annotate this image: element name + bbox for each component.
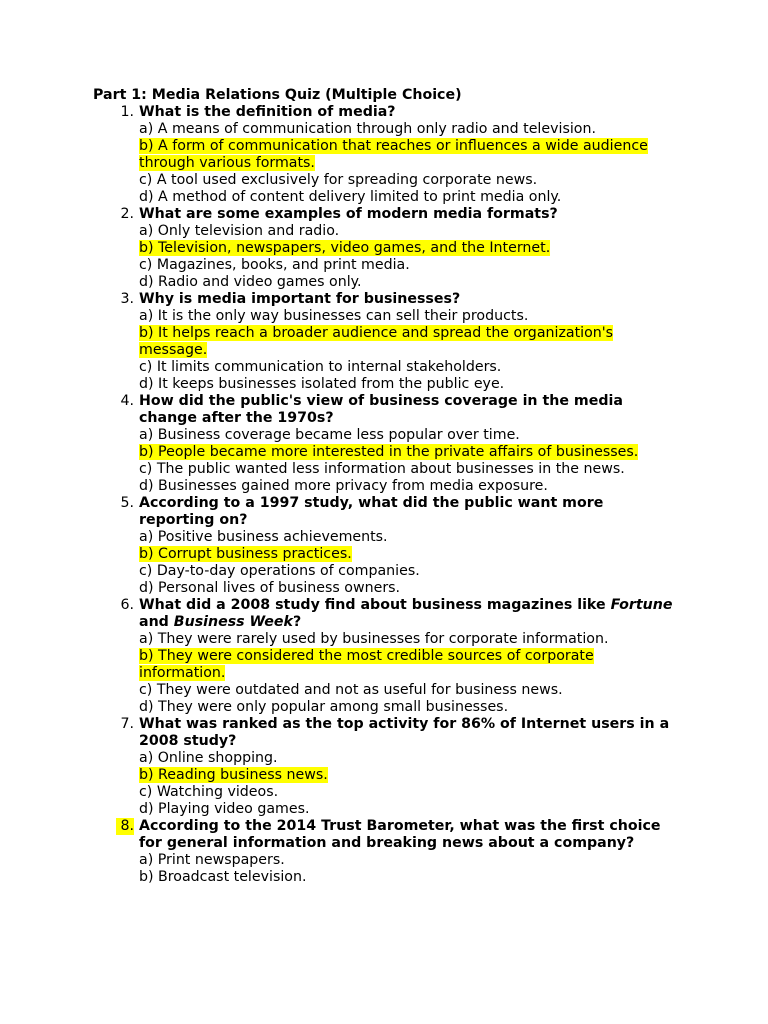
option-text: b) Broadcast television. bbox=[139, 869, 307, 885]
question-text: According to the 2014 Trust Barometer, what was the first choice for general information and breaking news about a company? bbox=[139, 818, 661, 851]
question-number: 2. bbox=[120, 206, 134, 222]
option-text: c) They were outdated and not as useful for business news. bbox=[139, 682, 563, 698]
question-number: 5. bbox=[120, 495, 134, 511]
answer-option bbox=[139, 223, 674, 240]
magazine-title-business-week: Business Week bbox=[173, 614, 293, 630]
question-number-highlighted: 8. bbox=[116, 818, 134, 835]
option-text: c) A tool used exclusively for spreading corporate news. bbox=[139, 172, 538, 188]
answer-options bbox=[139, 852, 674, 886]
answer-option bbox=[139, 121, 674, 138]
highlighted-answer: b) Corrupt business practices. bbox=[139, 546, 352, 562]
option-text: c) Day-to-day operations of companies. bbox=[139, 563, 420, 579]
answer-options bbox=[139, 121, 674, 206]
question-7 bbox=[93, 716, 693, 818]
option-text: d) A method of content delivery limited to print media only. bbox=[139, 189, 562, 205]
question-number: 7. bbox=[120, 716, 134, 732]
answer-options bbox=[139, 223, 674, 291]
question-text-part: ? bbox=[292, 614, 302, 630]
option-text: a) Positive business achievements. bbox=[139, 529, 388, 545]
answer-option-highlighted bbox=[139, 648, 674, 682]
question-text-part: What did a 2008 study find about business magazines like bbox=[139, 597, 611, 613]
highlighted-answer: b) They were considered the most credible sources of corporate information. bbox=[139, 648, 594, 681]
question-5 bbox=[93, 495, 693, 597]
highlighted-answer: b) A form of communication that reaches or influences a wide audience through various formats. bbox=[139, 138, 648, 171]
answer-option bbox=[139, 427, 674, 444]
option-text: d) It keeps businesses isolated from the public eye. bbox=[139, 376, 505, 392]
option-text: a) Print newspapers. bbox=[139, 852, 285, 868]
answer-option bbox=[139, 869, 674, 886]
option-text: d) Playing video games. bbox=[139, 801, 310, 817]
option-text: a) It is the only way businesses can sell their products. bbox=[139, 308, 529, 324]
question-4 bbox=[93, 393, 693, 495]
answer-option bbox=[139, 172, 674, 189]
question-text bbox=[139, 597, 674, 631]
answer-options bbox=[139, 631, 674, 716]
answer-option-highlighted bbox=[139, 138, 674, 172]
answer-option bbox=[139, 461, 674, 478]
option-text: d) Businesses gained more privacy from media exposure. bbox=[139, 478, 548, 494]
question-1 bbox=[93, 104, 693, 206]
answer-options bbox=[139, 750, 674, 818]
question-text: What is the definition of media? bbox=[139, 104, 396, 120]
question-number: 6. bbox=[120, 597, 134, 613]
option-text: a) A means of communication through only radio and television. bbox=[139, 121, 596, 137]
answer-option-highlighted bbox=[139, 444, 674, 461]
question-list bbox=[93, 104, 693, 886]
answer-option bbox=[139, 580, 674, 597]
answer-option bbox=[139, 682, 674, 699]
answer-option bbox=[139, 308, 674, 325]
highlighted-answer: b) Reading business news. bbox=[139, 767, 328, 783]
answer-option bbox=[139, 529, 674, 546]
option-text: c) Magazines, books, and print media. bbox=[139, 257, 410, 273]
question-3 bbox=[93, 291, 693, 393]
answer-option bbox=[139, 750, 674, 767]
answer-option-highlighted bbox=[139, 325, 674, 359]
question-text: What are some examples of modern media formats? bbox=[139, 206, 558, 222]
magazine-title-fortune: Fortune bbox=[610, 597, 673, 613]
highlighted-answer: b) People became more interested in the private affairs of businesses. bbox=[139, 444, 639, 460]
answer-option-highlighted bbox=[139, 546, 674, 563]
option-text: a) Online shopping. bbox=[139, 750, 278, 766]
question-text-part: and bbox=[139, 614, 174, 630]
highlighted-answer: b) Television, newspapers, video games, and the Internet. bbox=[139, 240, 551, 256]
option-text: c) The public wanted less information about businesses in the news. bbox=[139, 461, 625, 477]
quiz-section bbox=[93, 87, 693, 886]
answer-option bbox=[139, 274, 674, 291]
answer-option bbox=[139, 699, 674, 716]
highlighted-answer: b) It helps reach a broader audience and spread the organization's message. bbox=[139, 325, 614, 358]
quiz-title: Part 1: Media Relations Quiz (Multiple Choice) bbox=[93, 87, 462, 103]
question-text: According to a 1997 study, what did the public want more reporting on? bbox=[139, 495, 604, 528]
option-text: c) Watching videos. bbox=[139, 784, 279, 800]
question-2 bbox=[93, 206, 693, 291]
answer-option bbox=[139, 631, 674, 648]
answer-option bbox=[139, 189, 674, 206]
option-text: c) It limits communication to internal stakeholders. bbox=[139, 359, 502, 375]
answer-option bbox=[139, 784, 674, 801]
answer-option-highlighted bbox=[139, 240, 674, 257]
answer-option bbox=[139, 852, 674, 869]
question-number: 4. bbox=[120, 393, 134, 409]
question-8 bbox=[93, 818, 693, 886]
option-text: d) Personal lives of business owners. bbox=[139, 580, 401, 596]
answer-option bbox=[139, 359, 674, 376]
answer-option bbox=[139, 478, 674, 495]
option-text: a) Business coverage became less popular over time. bbox=[139, 427, 520, 443]
option-text: d) Radio and video games only. bbox=[139, 274, 362, 290]
answer-options bbox=[139, 529, 674, 597]
option-text: d) They were only popular among small businesses. bbox=[139, 699, 509, 715]
question-6 bbox=[93, 597, 693, 716]
answer-option-highlighted bbox=[139, 767, 674, 784]
question-text: How did the public's view of business coverage in the media change after the 1970s? bbox=[139, 393, 623, 426]
question-number: 3. bbox=[120, 291, 134, 307]
question-number: 1. bbox=[120, 104, 134, 120]
answer-option bbox=[139, 257, 674, 274]
answer-option bbox=[139, 563, 674, 580]
answer-option bbox=[139, 376, 674, 393]
answer-options bbox=[139, 427, 674, 495]
option-text: a) They were rarely used by businesses for corporate information. bbox=[139, 631, 609, 647]
question-text: Why is media important for businesses? bbox=[139, 291, 461, 307]
question-text: What was ranked as the top activity for 86% of Internet users in a 2008 study? bbox=[139, 716, 670, 749]
option-text: a) Only television and radio. bbox=[139, 223, 340, 239]
answer-option bbox=[139, 801, 674, 818]
answer-options bbox=[139, 308, 674, 393]
